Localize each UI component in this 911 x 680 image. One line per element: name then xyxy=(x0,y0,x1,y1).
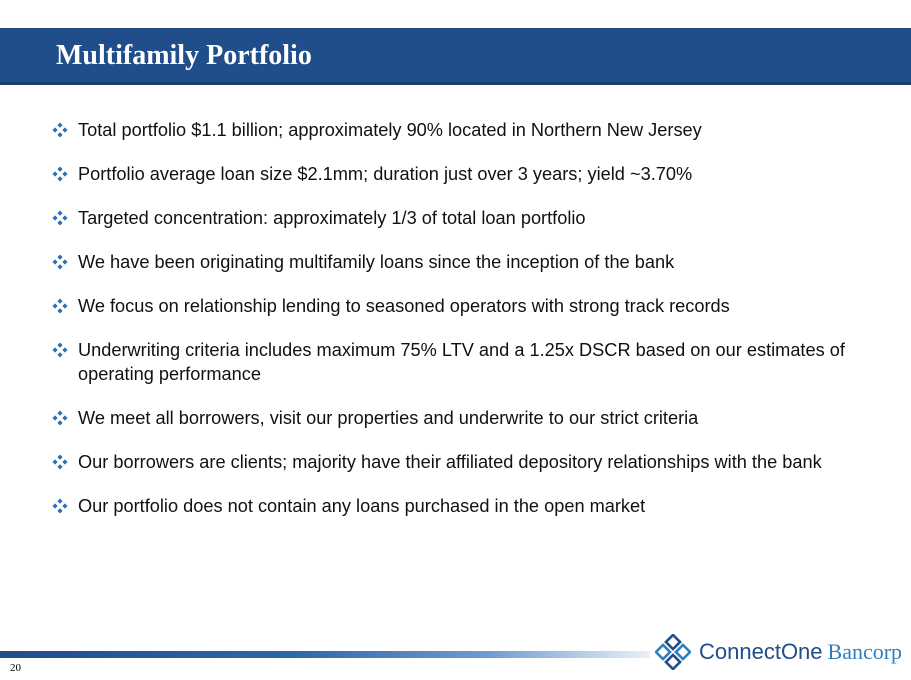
page-number: 20 xyxy=(10,662,21,674)
logo-wordmark xyxy=(699,634,902,670)
list-item xyxy=(52,406,872,430)
page-title: Multifamily Portfolio xyxy=(56,40,312,71)
diamond-bullet-icon xyxy=(52,498,68,514)
bullet-text: Total portfolio $1.1 billion; approximately 90% located in Northern New Jersey xyxy=(78,120,702,140)
list-item xyxy=(52,162,872,186)
list-item xyxy=(52,450,872,474)
bullet-text: Our borrowers are clients; majority have their affiliated depository relationships with the bank xyxy=(78,452,822,472)
bullet-text: Targeted concentration: approximately 1/3 of total loan portfolio xyxy=(78,208,586,228)
diamond-bullet-icon xyxy=(52,122,68,138)
diamond-bullet-icon xyxy=(52,210,68,226)
footer-gradient-bar xyxy=(0,651,650,658)
title-bar-accent xyxy=(0,82,911,85)
connectone-logo-icon xyxy=(655,634,691,670)
bullet-text: Our portfolio does not contain any loans purchased in the open market xyxy=(78,496,646,516)
diamond-bullet-icon xyxy=(52,410,68,426)
logo-secondary-text: Bancorp xyxy=(827,639,903,664)
list-item xyxy=(52,294,872,318)
logo-primary-text: ConnectOne xyxy=(699,639,823,664)
diamond-bullet-icon xyxy=(52,166,68,182)
list-item xyxy=(52,338,872,386)
diamond-bullet-icon xyxy=(52,342,68,358)
company-logo xyxy=(655,634,902,670)
diamond-bullet-icon xyxy=(52,454,68,470)
list-item xyxy=(52,118,872,142)
diamond-bullet-icon xyxy=(52,298,68,314)
bullet-text: We meet all borrowers, visit our properties and underwrite to our strict criteria xyxy=(78,408,699,428)
bullet-text: Underwriting criteria includes maximum 75% LTV and a 1.25x DSCR based on our estimates of operating performance xyxy=(78,340,845,384)
bullet-text: We focus on relationship lending to seasoned operators with strong track records xyxy=(78,296,730,316)
list-item xyxy=(52,250,872,274)
title-bar xyxy=(0,28,911,85)
bullet-list xyxy=(52,118,872,538)
list-item xyxy=(52,494,872,518)
diamond-bullet-icon xyxy=(52,254,68,270)
bullet-text: Portfolio average loan size $2.1mm; duration just over 3 years; yield ~3.70% xyxy=(78,164,693,184)
bullet-text: We have been originating multifamily loans since the inception of the bank xyxy=(78,252,675,272)
list-item xyxy=(52,206,872,230)
